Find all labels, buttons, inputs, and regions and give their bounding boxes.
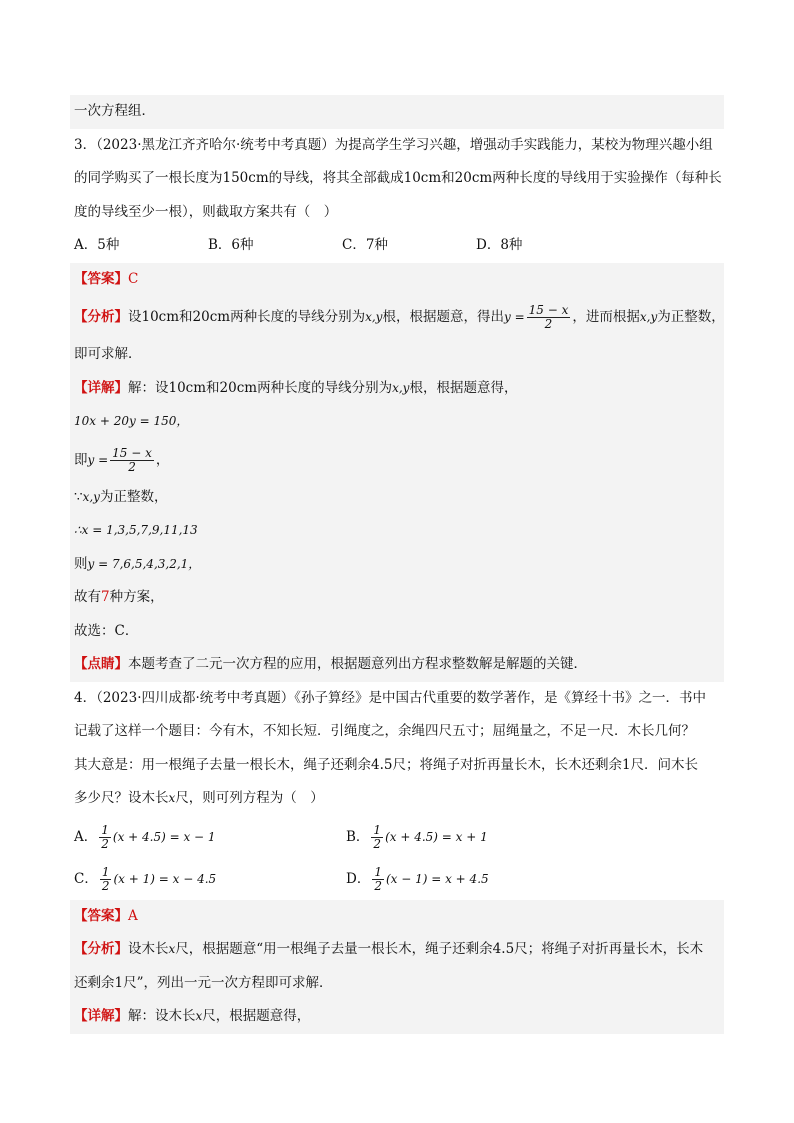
- option-label: C．: [74, 870, 98, 887]
- option-d: D．8种: [476, 237, 523, 253]
- numerator: 15 − x: [528, 303, 569, 317]
- math: x,y: [639, 310, 658, 324]
- denominator: 2: [128, 459, 136, 474]
- half-fraction: [371, 824, 383, 851]
- option-c: C．7种: [342, 237, 388, 253]
- math: (x − 1) = x + 4.5: [385, 871, 489, 886]
- answer-value: C: [128, 270, 139, 287]
- math: y =: [87, 452, 109, 467]
- option-c: [74, 858, 346, 900]
- math: x,y: [82, 489, 100, 504]
- denominator: 2: [101, 878, 110, 893]
- text: 记载了这样一个题目：今有木，不知长短．引绳度之，余绳四尺五寸；屈绳量之，不足一尺．木长几何？: [74, 723, 695, 739]
- half-fraction: [372, 866, 384, 893]
- text: 的同学购买了一根长度为150cm的导线，将其全部截成10cm和20cm两种长度的导线用于实验操作（每种长: [74, 170, 722, 186]
- text: 尺，根据题意得，: [202, 1008, 311, 1024]
- question-3-line: [70, 162, 724, 196]
- document-page: [70, 95, 724, 1034]
- text: 度的导线至少一根），则截取方案共有（ ）: [74, 203, 338, 220]
- text: 本题考查了二元一次方程的应用，根据题意列出方程求整数解是解题的关键．: [128, 656, 587, 672]
- fraction: [527, 304, 571, 331]
- math: x,y: [365, 310, 383, 324]
- text: 即: [74, 451, 88, 468]
- text: ，: [155, 451, 170, 468]
- text: 故有: [74, 589, 101, 605]
- equation-line: [70, 514, 724, 548]
- point-line: [70, 648, 724, 682]
- answer-value: A: [128, 907, 138, 924]
- denominator: 2: [374, 878, 382, 893]
- option-a: A．5种: [74, 237, 120, 253]
- equation-line: [70, 615, 724, 649]
- text: 尺，则可列方程为（ ）: [175, 790, 324, 806]
- text: 则: [74, 555, 88, 572]
- numerator: 1: [101, 822, 109, 837]
- answer-line: [70, 263, 724, 297]
- half-fraction: [100, 866, 112, 893]
- text: 其大意是：用一根绳子去量一根长木，绳子还剩余4.5尺；将绳子对折再量长木，长木还剩余1尺．问木长: [74, 756, 699, 773]
- equation-line: [70, 481, 724, 515]
- text: 为正整数，: [99, 488, 168, 505]
- text: 即可求解．: [74, 346, 142, 362]
- text: 3．（2023·黑龙江齐齐哈尔·统考中考真题）为提高学生学习兴趣，增强动手实践能力，某校为物理兴趣小组: [74, 136, 713, 153]
- text: 种方案，: [109, 589, 164, 605]
- point-tag: 【点睛】: [74, 656, 128, 672]
- numerator: 15 − x: [112, 445, 152, 460]
- math: x,y: [392, 380, 410, 395]
- question-3-line: [70, 196, 724, 230]
- option-b: B．6种: [208, 237, 254, 253]
- highlight-number: 7: [101, 589, 110, 605]
- answer-tag: 【答案】: [74, 907, 128, 924]
- denominator: 2: [544, 317, 553, 331]
- answer-tag: 【答案】: [74, 270, 128, 287]
- text: 尺，根据题意“用一根绳子去量一根长木，绳子还剩余4.5尺；将绳子对折再量长木，长木: [175, 941, 704, 957]
- option-b: [346, 816, 618, 858]
- text: 故选：C．: [74, 622, 139, 639]
- text: 4．（2023·四川成都·统考中考真题）《孙子算经》是中国古代重要的数学著作，是《算经十书》之一．书中: [74, 689, 707, 706]
- question-3-options: [70, 229, 724, 263]
- text: 为正整数，: [657, 309, 725, 325]
- detail-line: [70, 372, 724, 406]
- equation-line: [70, 439, 724, 481]
- option-label: B．: [346, 828, 370, 845]
- question-4-options: [70, 816, 724, 858]
- text: ，进而根据: [572, 309, 640, 325]
- math: (x + 4.5) = x + 1: [385, 829, 488, 844]
- analysis-line: [70, 338, 724, 372]
- text: 多少尺？设木长: [74, 790, 169, 806]
- math: x: [168, 942, 176, 956]
- math: (x + 4.5) = x − 1: [112, 829, 216, 844]
- numerator: 1: [101, 864, 110, 879]
- numerator: 1: [374, 864, 382, 879]
- text: 根，根据题意得，: [409, 379, 518, 396]
- analysis-line: [70, 296, 724, 338]
- text: 还剩余1尺”，列出一元一次方程即可求解．: [74, 974, 333, 991]
- math: (x + 1) = x − 4.5: [113, 871, 217, 886]
- text: 一次方程组．: [74, 103, 155, 119]
- question-4-line: [70, 749, 724, 783]
- denominator: 2: [101, 836, 109, 851]
- analysis-tag: 【分析】: [74, 941, 128, 957]
- math: x: [195, 1009, 203, 1023]
- option-d: [346, 858, 618, 900]
- half-fraction: [99, 824, 111, 851]
- therefore-symbol: ∵: [74, 488, 83, 505]
- text: 解：设10cm和20cm两种长度的导线分别为: [128, 379, 393, 396]
- detail-line: [70, 1000, 724, 1034]
- detail-tag: 【详解】: [74, 379, 128, 396]
- text-line: [70, 95, 724, 129]
- math: 10x + 20y = 150，: [74, 414, 189, 428]
- answer-line: [70, 900, 724, 934]
- analysis-line: [70, 967, 724, 1001]
- option-label: D．: [346, 870, 371, 887]
- equation-line: [70, 581, 724, 615]
- option-a: [74, 816, 346, 858]
- text: 设10cm和20cm两种长度的导线分别为: [128, 309, 366, 325]
- option-label: A．: [74, 828, 98, 845]
- question-4-options: [70, 858, 724, 900]
- math: ∴x = 1,3,5,7,9,11,13: [74, 523, 198, 537]
- analysis-tag: 【分析】: [74, 309, 128, 325]
- math: y = 7,6,5,4,3,2,1，: [87, 556, 201, 571]
- equation-line: [70, 405, 724, 439]
- detail-tag: 【详解】: [74, 1008, 128, 1024]
- text: 设木长: [128, 941, 169, 957]
- text: 根，根据题意，得出: [382, 309, 504, 325]
- analysis-line: [70, 933, 724, 967]
- math: y =: [503, 310, 525, 324]
- question-4-line: [70, 782, 724, 816]
- numerator: 1: [373, 822, 382, 837]
- denominator: 2: [373, 836, 382, 851]
- question-4-line: [70, 715, 724, 749]
- math: x: [168, 791, 176, 805]
- text: 解：设木长: [128, 1008, 196, 1024]
- equation-line: [70, 548, 724, 582]
- question-3-line: [70, 129, 724, 163]
- question-4-line: [70, 682, 724, 716]
- fraction: [110, 447, 154, 474]
